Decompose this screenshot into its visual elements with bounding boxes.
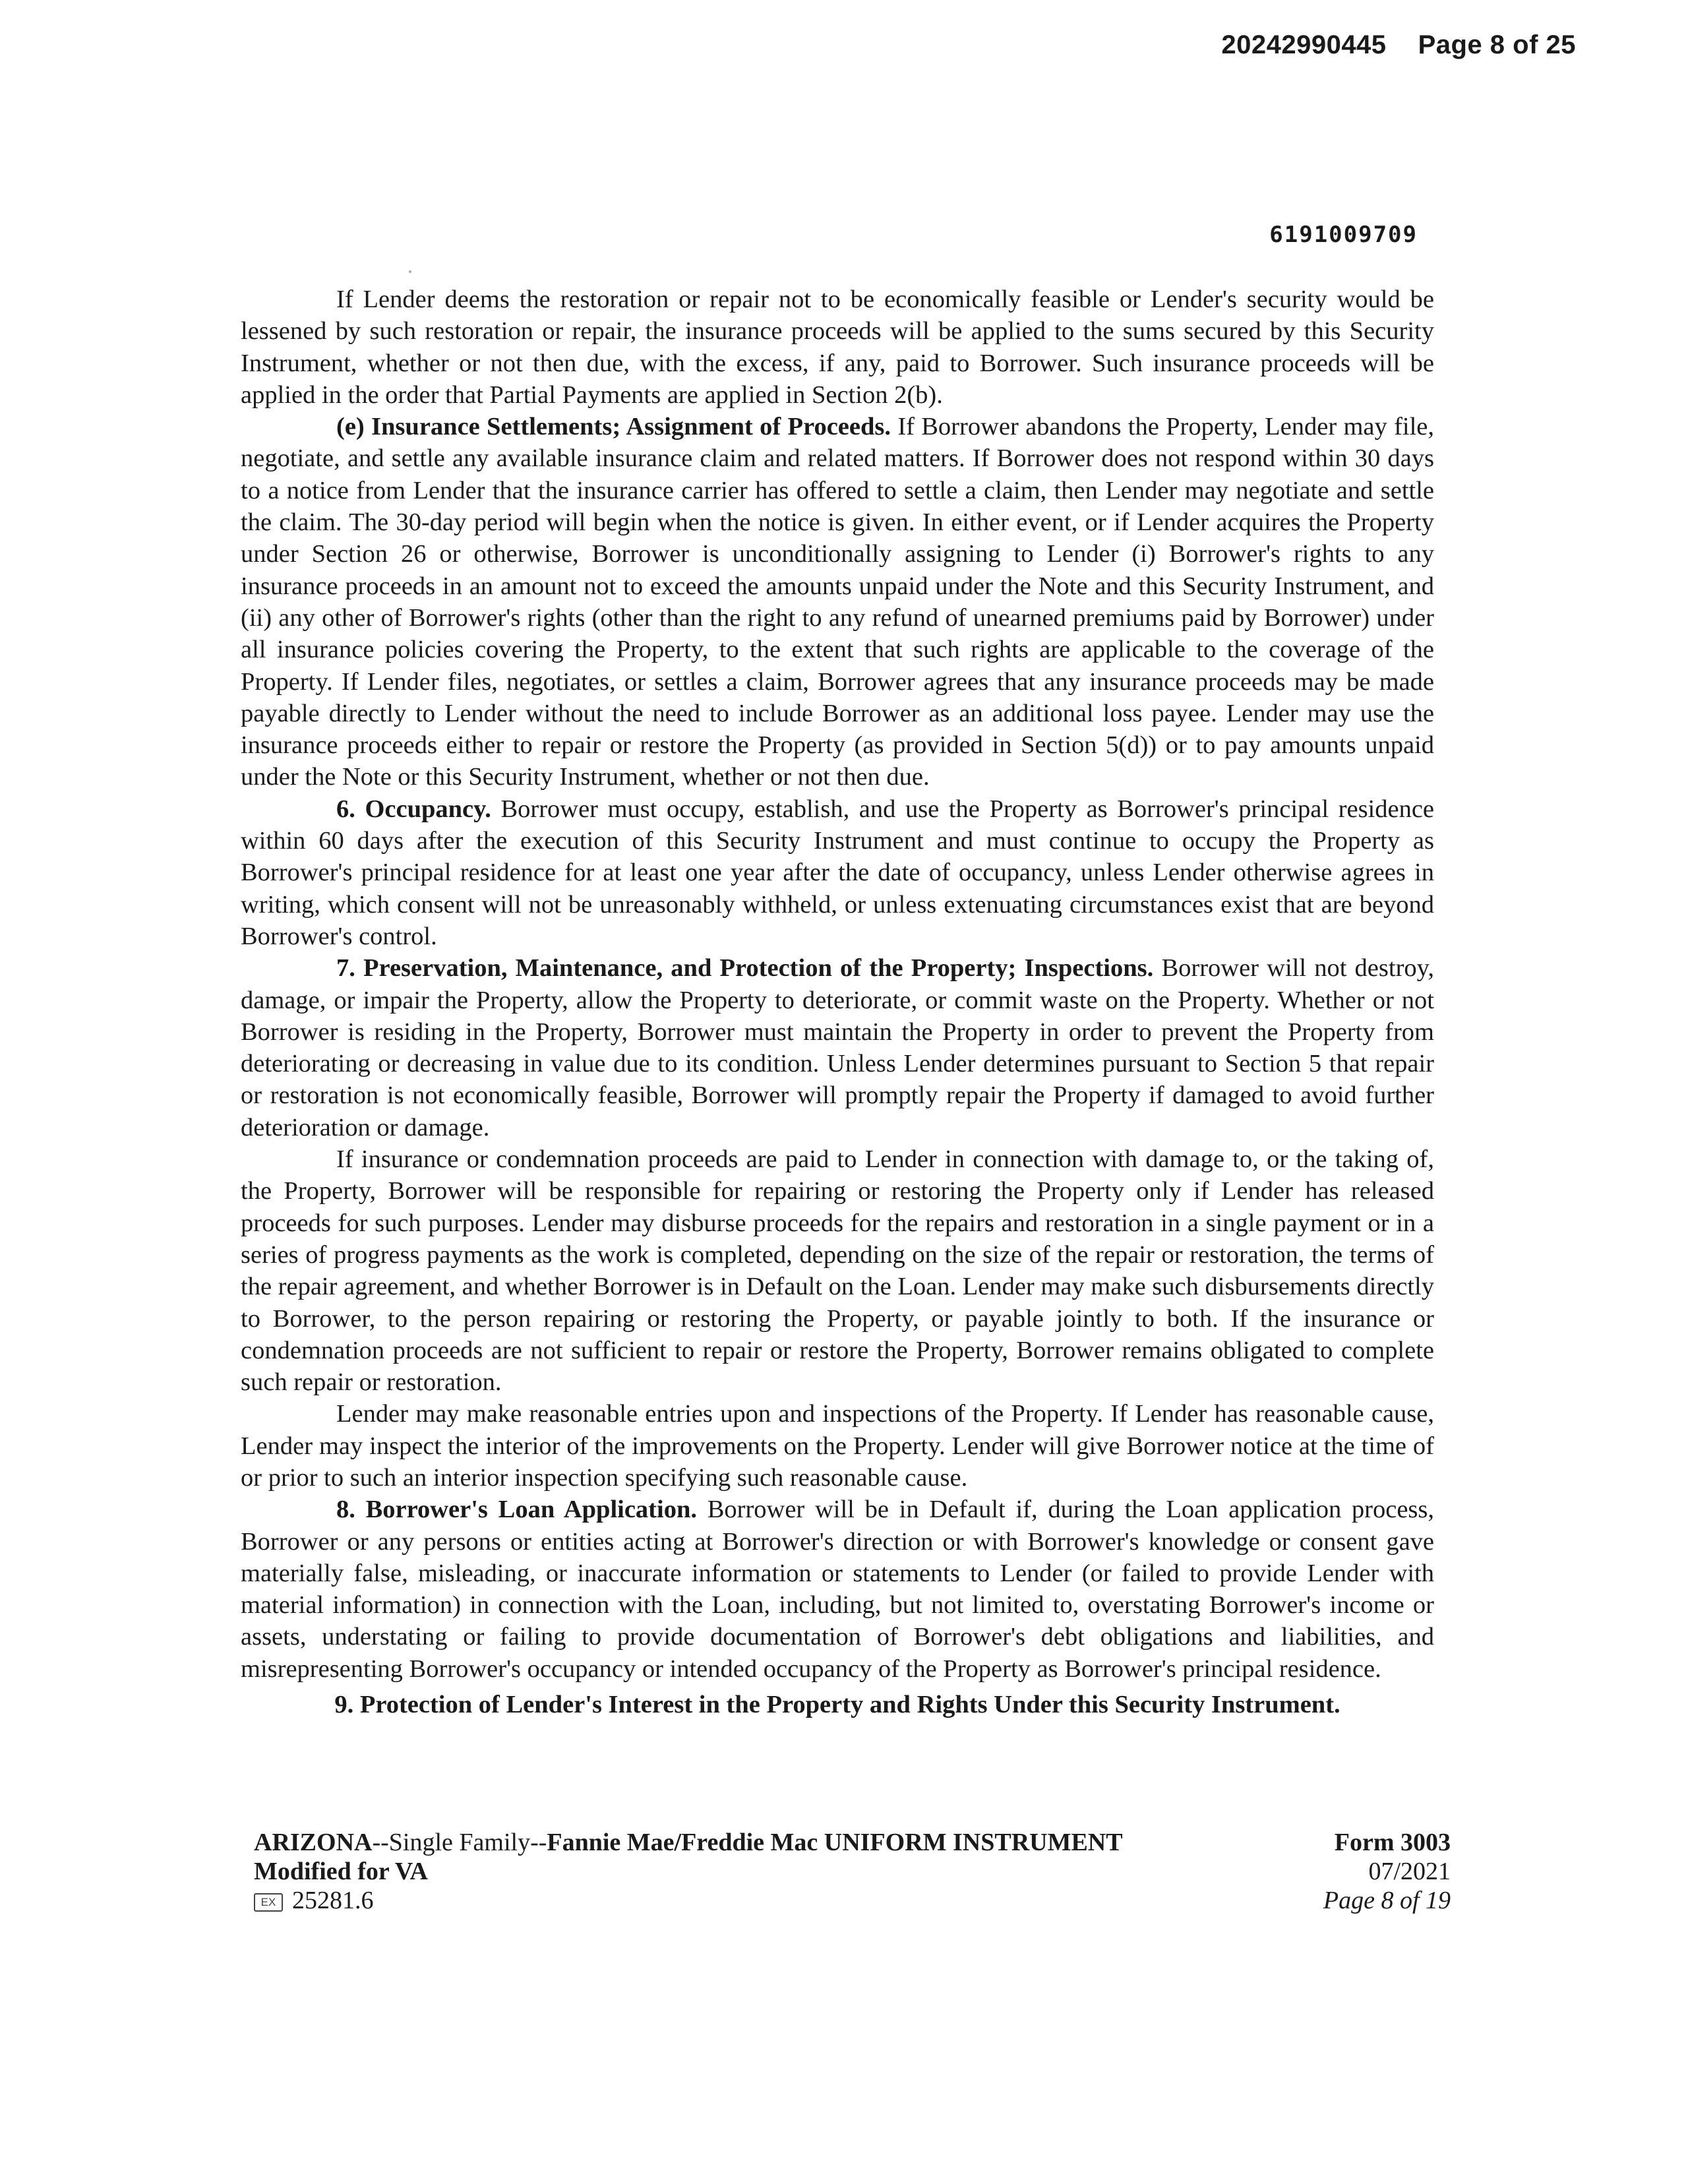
footer-modified: Modified for VA — [254, 1858, 428, 1885]
recording-page-label: Page 8 of 25 — [1418, 30, 1576, 59]
footer-form-page — [1323, 1886, 1451, 1915]
section-heading: (e) Insurance Settlements; Assignment of Proceeds. — [336, 413, 891, 441]
paragraph-insurance-settlements — [241, 411, 1434, 793]
paragraph-loan-application — [241, 1494, 1434, 1685]
section-body: Borrower must occupy, establish, and use the Property as Borrower's principal residence within 60 days after the execution of this Security Instrument and must continue to occupy the Property as Borrower's principal residence for at least one year after the date of occupancy, unless Lender otherwise agrees in writing, which consent will not be unreasonably withheld, or unless extenuating circumstances exist that are beyond Borrower's control. — [241, 795, 1435, 950]
loan-number: 6191009709 — [1269, 222, 1418, 248]
paragraph-restoration: If Lender deems the restoration or repair not to be economically feasible or Lender's security would be lessened by such restoration or repair, the insurance proceeds will be applied to the sums secured by this Security Instrument, whether or not then due, with the excess, if any, paid to Borrower. Such insurance proceeds will be applied in the order that Partial Payments are applied in Section 2(b). — [241, 286, 1434, 409]
footer-right — [1323, 1828, 1451, 1915]
form-number: Form 3003 — [1334, 1829, 1451, 1856]
paragraph-protection-heading — [241, 1689, 1434, 1720]
paragraph-preservation — [241, 952, 1434, 1143]
paragraph-proceeds: If insurance or condemnation proceeds are paid to Lender in connection with damage to, or the taking of, the Property, Borrower will be responsible for repairing or restoring the Property only if Lender has released proceeds for such purposes. Lender may disburse proceeds for the repairs and restoration in a single payment or in a series of progress payments as the work is completed, depending on the size of the repair or restoration, the terms of the repair agreement, and whether Borrower is in Default on the Loan. Lender may make such disbursements directly to Borrower, to the person repairing or restoring the Property, or payable jointly to both. If the insurance or condemnation proceeds are not sufficient to repair or restore the Property, Borrower remains obligated to complete such repair or restoration. — [241, 1145, 1434, 1397]
footer-form-date: 07/2021 — [1368, 1858, 1451, 1885]
section-heading: 8. Borrower's Loan Application. — [336, 1496, 697, 1524]
recording-number: 20242990445 — [1221, 30, 1387, 59]
paragraph-inspections: Lender may make reasonable entries upon and inspections of the Property. If Lender has reasonable cause, Lender may inspect the interior of the improvements on the Property. Lender will give Borrower notice at the time of or prior to such an interior inspection specifying such reasonable cause. — [241, 1400, 1434, 1492]
footer-modified-line — [254, 1857, 1123, 1886]
footer-separator: --Single Family-- — [372, 1829, 547, 1856]
footer-form-number — [1323, 1828, 1451, 1857]
paragraph-occupancy — [241, 793, 1434, 952]
footer-state: ARIZONA — [254, 1829, 373, 1856]
footer-doc-code: 25281.6 — [292, 1887, 374, 1914]
form-page: Page 8 of 19 — [1323, 1887, 1451, 1914]
footer-instrument: Fannie Mae/Freddie Mac UNIFORM INSTRUMENT — [547, 1829, 1123, 1856]
footer-doc-code-line — [254, 1886, 1123, 1915]
section-body: If Borrower abandons the Property, Lender may file, negotiate, and settle any available insurance claim and related matters. If Borrower does not respond within 30 days to a notice from Lender that the insurance carrier has offered to settle a claim, then Lender may negotiate and settle the claim. The 30-day period will begin when the notice is given. In either event, or if Lender acquires the Property under Section 26 or otherwise, Borrower is unconditionally assigning to Lender (i) Borrower's rights to any insurance proceeds in an amount not to exceed the amounts unpaid under the Note and this Security Instrument, and (ii) any other of Borrower's rights (other than the right to any refund of unearned premiums paid by Borrower) under all insurance policies covering the Property, to the extent that such rights are applicable to the coverage of the Property. If Lender files, negotiates, or settles a claim, Borrower agrees that any insurance proceeds may be made payable directly to Lender without the need to include Borrower as an additional loss payee. Lender may use the insurance proceeds either to repair or restore the Property (as provided in Section 5(d)) or to pay amounts unpaid under the Note or this Security Instrument, whether or not then due. — [241, 413, 1434, 791]
form-software-icon: EX — [254, 1893, 283, 1912]
footer-left — [254, 1828, 1123, 1915]
recording-header — [1221, 30, 1576, 60]
section-heading: 6. Occupancy. — [336, 795, 491, 823]
document-body — [241, 284, 1434, 1720]
section-body: Borrower will be in Default if, during the Loan application process, Borrower or any persons or entities acting at Borrower's direction or with Borrower's knowledge or consent gave materially false, misleading, or inaccurate information or statements to Lender (or failed to provide Lender with material information) in connection with the Loan, including, but not limited to, overstating Borrower's income or assets, understating or failing to provide documentation of Borrower's debt obligations and liabilities, and misrepresenting Borrower's occupancy or intended occupancy of the Property as Borrower's principal residence. — [241, 1496, 1435, 1683]
section-heading: 7. Preservation, Maintenance, and Protection of the Property; Inspections. — [336, 954, 1154, 983]
scan-speck — [409, 270, 411, 273]
section-heading: 9. Protection of Lender's Interest in the Property and Rights Under this Security Instrument. — [334, 1691, 1341, 1719]
footer-title-line — [254, 1828, 1123, 1857]
section-body: Borrower will not destroy, damage, or impair the Property, allow the Property to deteriorate, or commit waste on the Property. Whether or not Borrower is residing in the Property, Borrower must maintain the Property in order to prevent the Property from deteriorating or decreasing in value due to its condition. Unless Lender determines pursuant to Section 5 that repair or restoration is not economically feasible, Borrower will promptly repair the Property if damaged to avoid further deterioration or damage. — [241, 954, 1435, 1141]
